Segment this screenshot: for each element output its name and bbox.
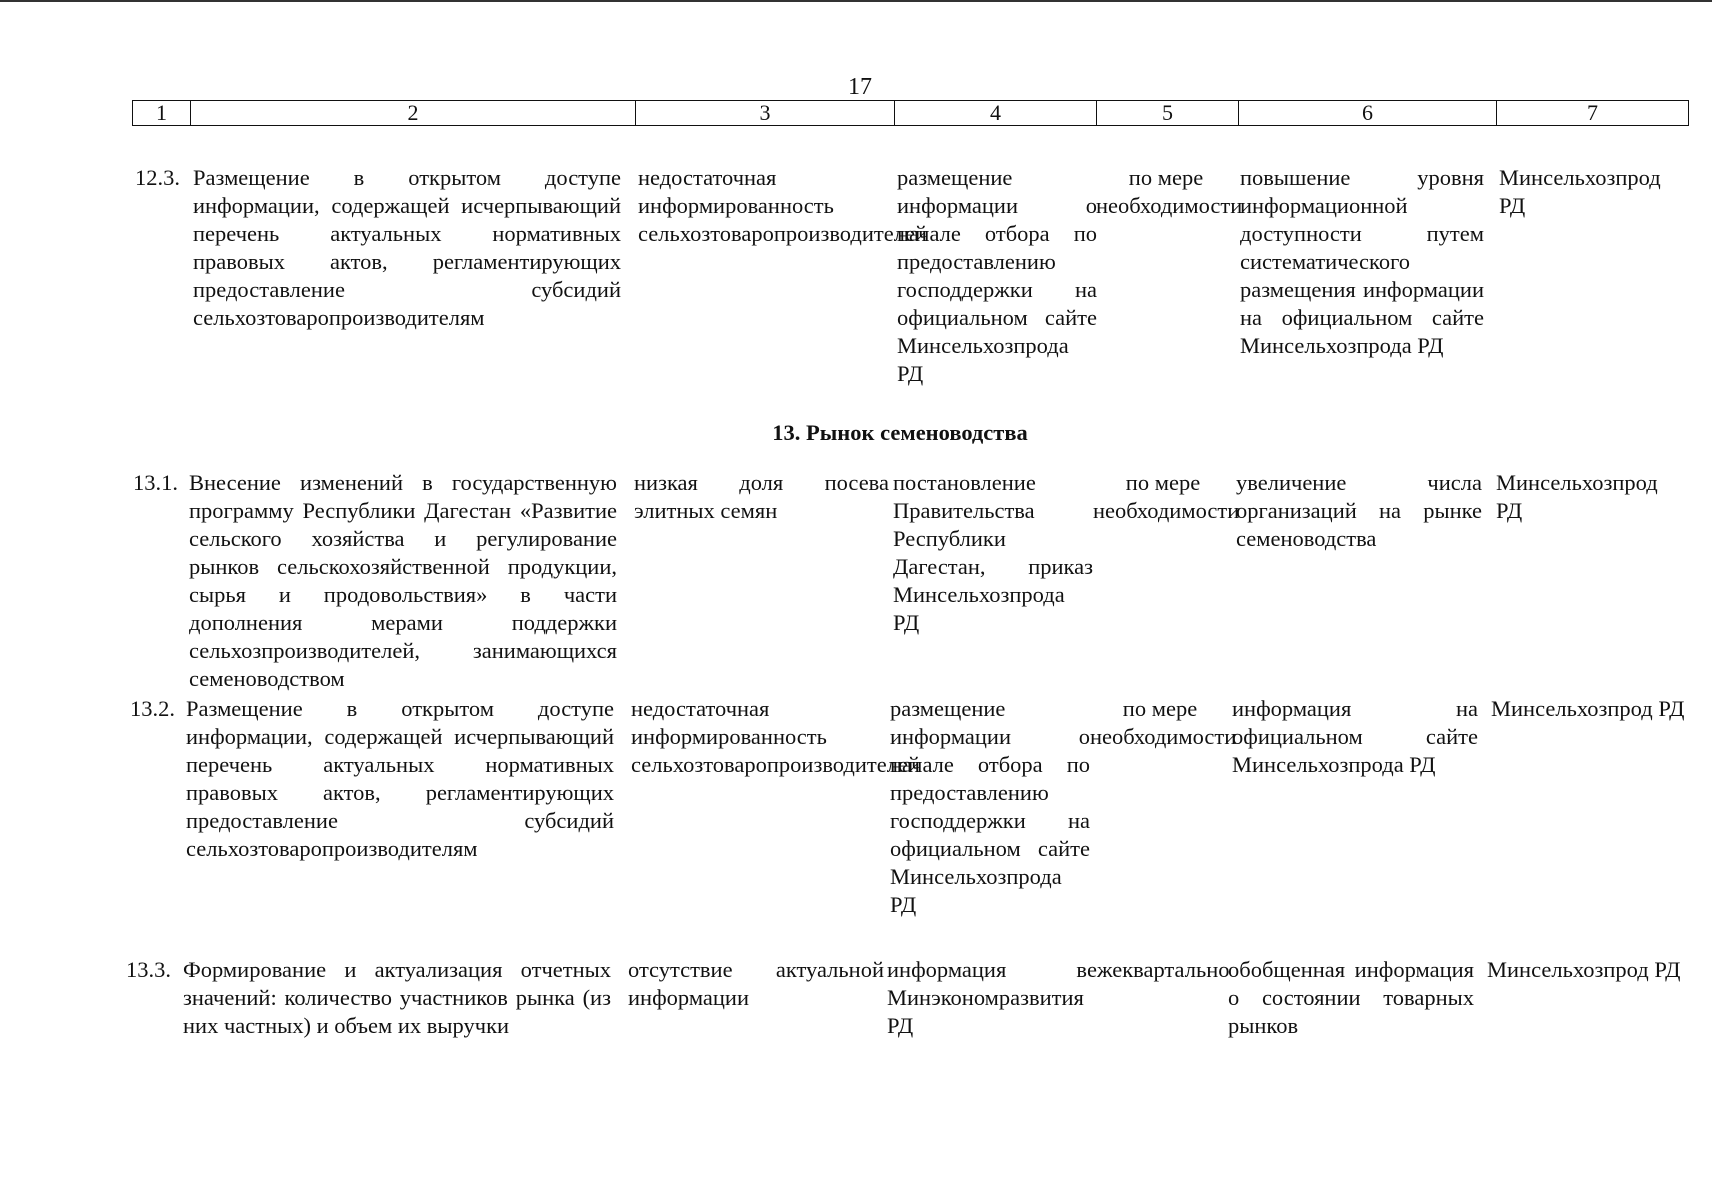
- indicator-text: повышение уровня информационной доступности путем систематического размещения информации на официальном сайте Минсельхозпрода РД: [1240, 165, 1484, 358]
- responsible-text: Минсельхозпрод РД: [1496, 470, 1658, 523]
- measure-text: Размещение в открытом доступе информации, содержащей исчерпывающий перечень актуальных нормативных правовых актов, регламентирующих предоставление субсидий сельхозтоваропроизводителям: [193, 165, 621, 330]
- responsible-text: Минсельхозпрод РД: [1499, 165, 1661, 218]
- deadline-text: по мере необходимости: [1093, 470, 1240, 523]
- result-document-text: размещение информации о начале отбора по предоставлению господдержки на официальном сайте Минсельхозпрода РД: [890, 696, 1090, 917]
- column-number-2: 2: [191, 101, 636, 126]
- row-number: 13.3.: [126, 957, 171, 982]
- section-title: 13. Рынок семеноводства: [772, 420, 1028, 445]
- row-number: 13.1.: [133, 470, 178, 495]
- deadline-text: по мере необходимости: [1090, 696, 1237, 749]
- responsible-text: Минсельхозпрод РД: [1491, 696, 1685, 721]
- problem-text: отсутствие актуальной информации: [628, 957, 884, 1010]
- problem-text: недостаточная информированность сельхозтоваропроизводителей: [638, 165, 927, 246]
- measure-text: Формирование и актуализация отчетных значений: количество участников рынка (из них частных) и объем их выручки: [183, 957, 611, 1038]
- column-number-4: 4: [895, 101, 1097, 126]
- indicator-text: обобщенная информация о состоянии товарных рынков: [1228, 957, 1474, 1038]
- column-number-header: [132, 100, 1689, 126]
- problem-text: недостаточная информированность сельхозтоваропроизводителей: [631, 696, 920, 777]
- indicator-text: увеличение числа организаций на рынке семеноводства: [1236, 470, 1482, 551]
- measure-text: Внесение изменений в государственную программу Республики Дагестан «Развитие сельского хозяйства и регулирование рынков сельскохозяйственной продукции, сырья и продовольствия» в части дополнения мерами поддержки сельхозпроизводителей, занимающихся семеноводством: [189, 470, 617, 691]
- responsible-text: Минсельхозпрод РД: [1487, 957, 1681, 982]
- page-top-border: [0, 0, 1712, 2]
- page-number: 17: [848, 74, 872, 100]
- column-number-6: 6: [1239, 101, 1497, 126]
- result-document-text: постановление Правительства Республики Дагестан, приказ Минсельхозпрода РД: [893, 470, 1093, 635]
- result-document-text: информация в Минэкономразвития РД: [887, 957, 1087, 1038]
- problem-text: низкая доля посева элитных семян: [634, 470, 889, 523]
- deadline-text: ежеквартально: [1087, 957, 1230, 982]
- column-number-5: 5: [1097, 101, 1239, 126]
- column-number-1: 1: [133, 101, 191, 126]
- row-number: 12.3.: [135, 165, 180, 190]
- column-number-3: 3: [636, 101, 895, 126]
- result-document-text: размещение информации о начале отбора по предоставлению господдержки на официальном сайте Минсельхозпрода РД: [897, 165, 1097, 386]
- row-number: 13.2.: [130, 696, 175, 721]
- measure-text: Размещение в открытом доступе информации, содержащей исчерпывающий перечень актуальных нормативных правовых актов, регламентирующих предоставление субсидий сельхозтоваропроизводителям: [186, 696, 614, 861]
- column-number-7: 7: [1497, 101, 1689, 126]
- indicator-text: информация на официальном сайте Минсельхозпрода РД: [1232, 696, 1478, 777]
- deadline-text: по мере необходимости: [1096, 165, 1243, 218]
